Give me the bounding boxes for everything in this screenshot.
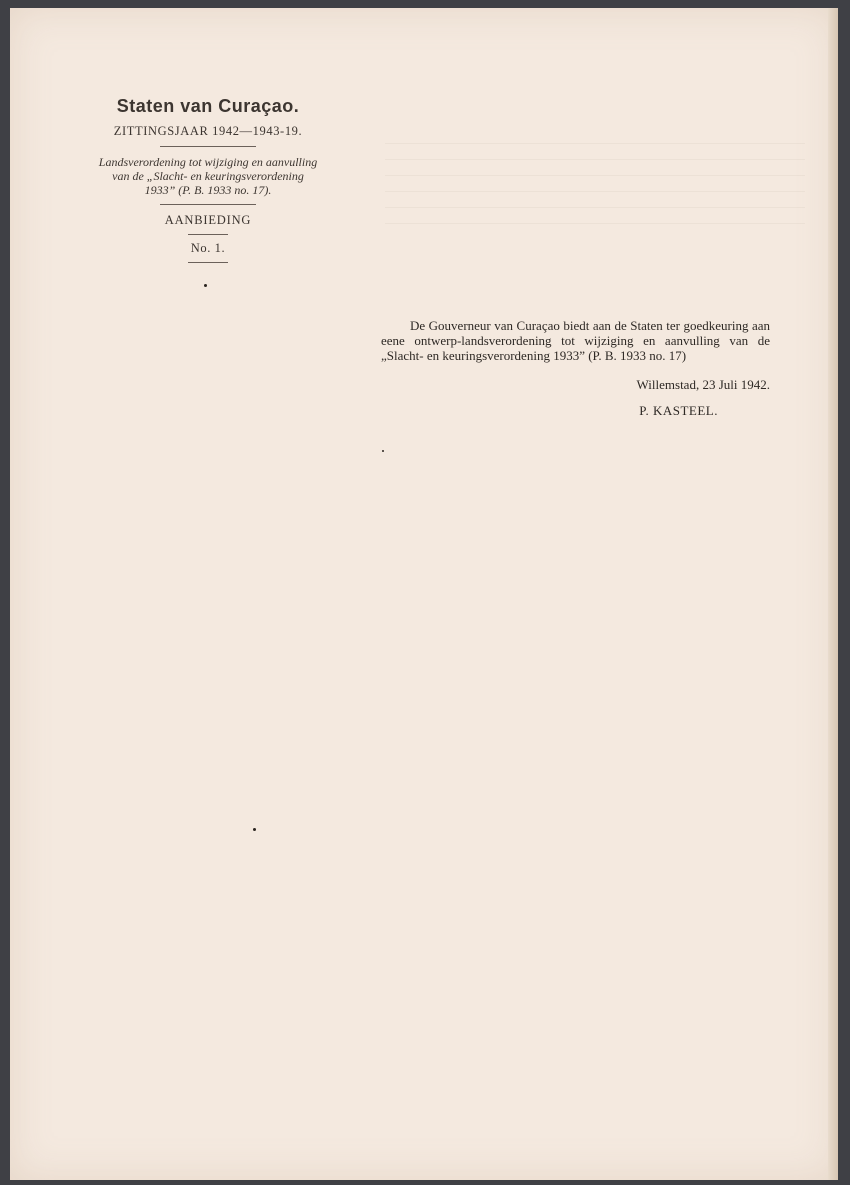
offer-label: AANBIEDING xyxy=(164,213,252,227)
divider xyxy=(188,262,228,263)
subject-line: 1933” (P. B. 1933 no. 17). xyxy=(144,183,272,197)
offer-paragraph: De Gouverneur van Curaçao biedt aan de Staten ter goedkeuring aan eene ontwerp-landsverordening tot wijziging en aanvulling van de „Slacht- en keuringsverordening 1933” (P. B. 1933 no. 17) xyxy=(381,318,770,363)
bleed-through-text xyxy=(385,128,805,224)
ink-speck xyxy=(253,828,256,831)
page-edge xyxy=(828,8,838,1180)
document-body xyxy=(381,318,770,418)
subject-line: Landsverordening tot wijziging en aanvulling xyxy=(98,155,318,169)
document-header xyxy=(58,96,358,269)
divider xyxy=(188,234,228,235)
session-year: ZITTINGSJAAR 1942—1943-19. xyxy=(113,124,303,138)
subject xyxy=(63,155,353,197)
document-number: No. 1. xyxy=(190,241,226,255)
subject-line: van de „Slacht- en keuringsverordening xyxy=(112,169,304,183)
org-title: Staten van Curaçao. xyxy=(116,96,300,116)
divider xyxy=(160,146,256,147)
place-date: Willemstad, 23 Juli 1942. xyxy=(636,377,770,392)
ink-speck xyxy=(382,450,384,452)
divider xyxy=(160,204,256,205)
document-page xyxy=(10,8,838,1180)
ink-speck xyxy=(204,284,207,287)
signature: P. KASTEEL. xyxy=(639,403,718,418)
